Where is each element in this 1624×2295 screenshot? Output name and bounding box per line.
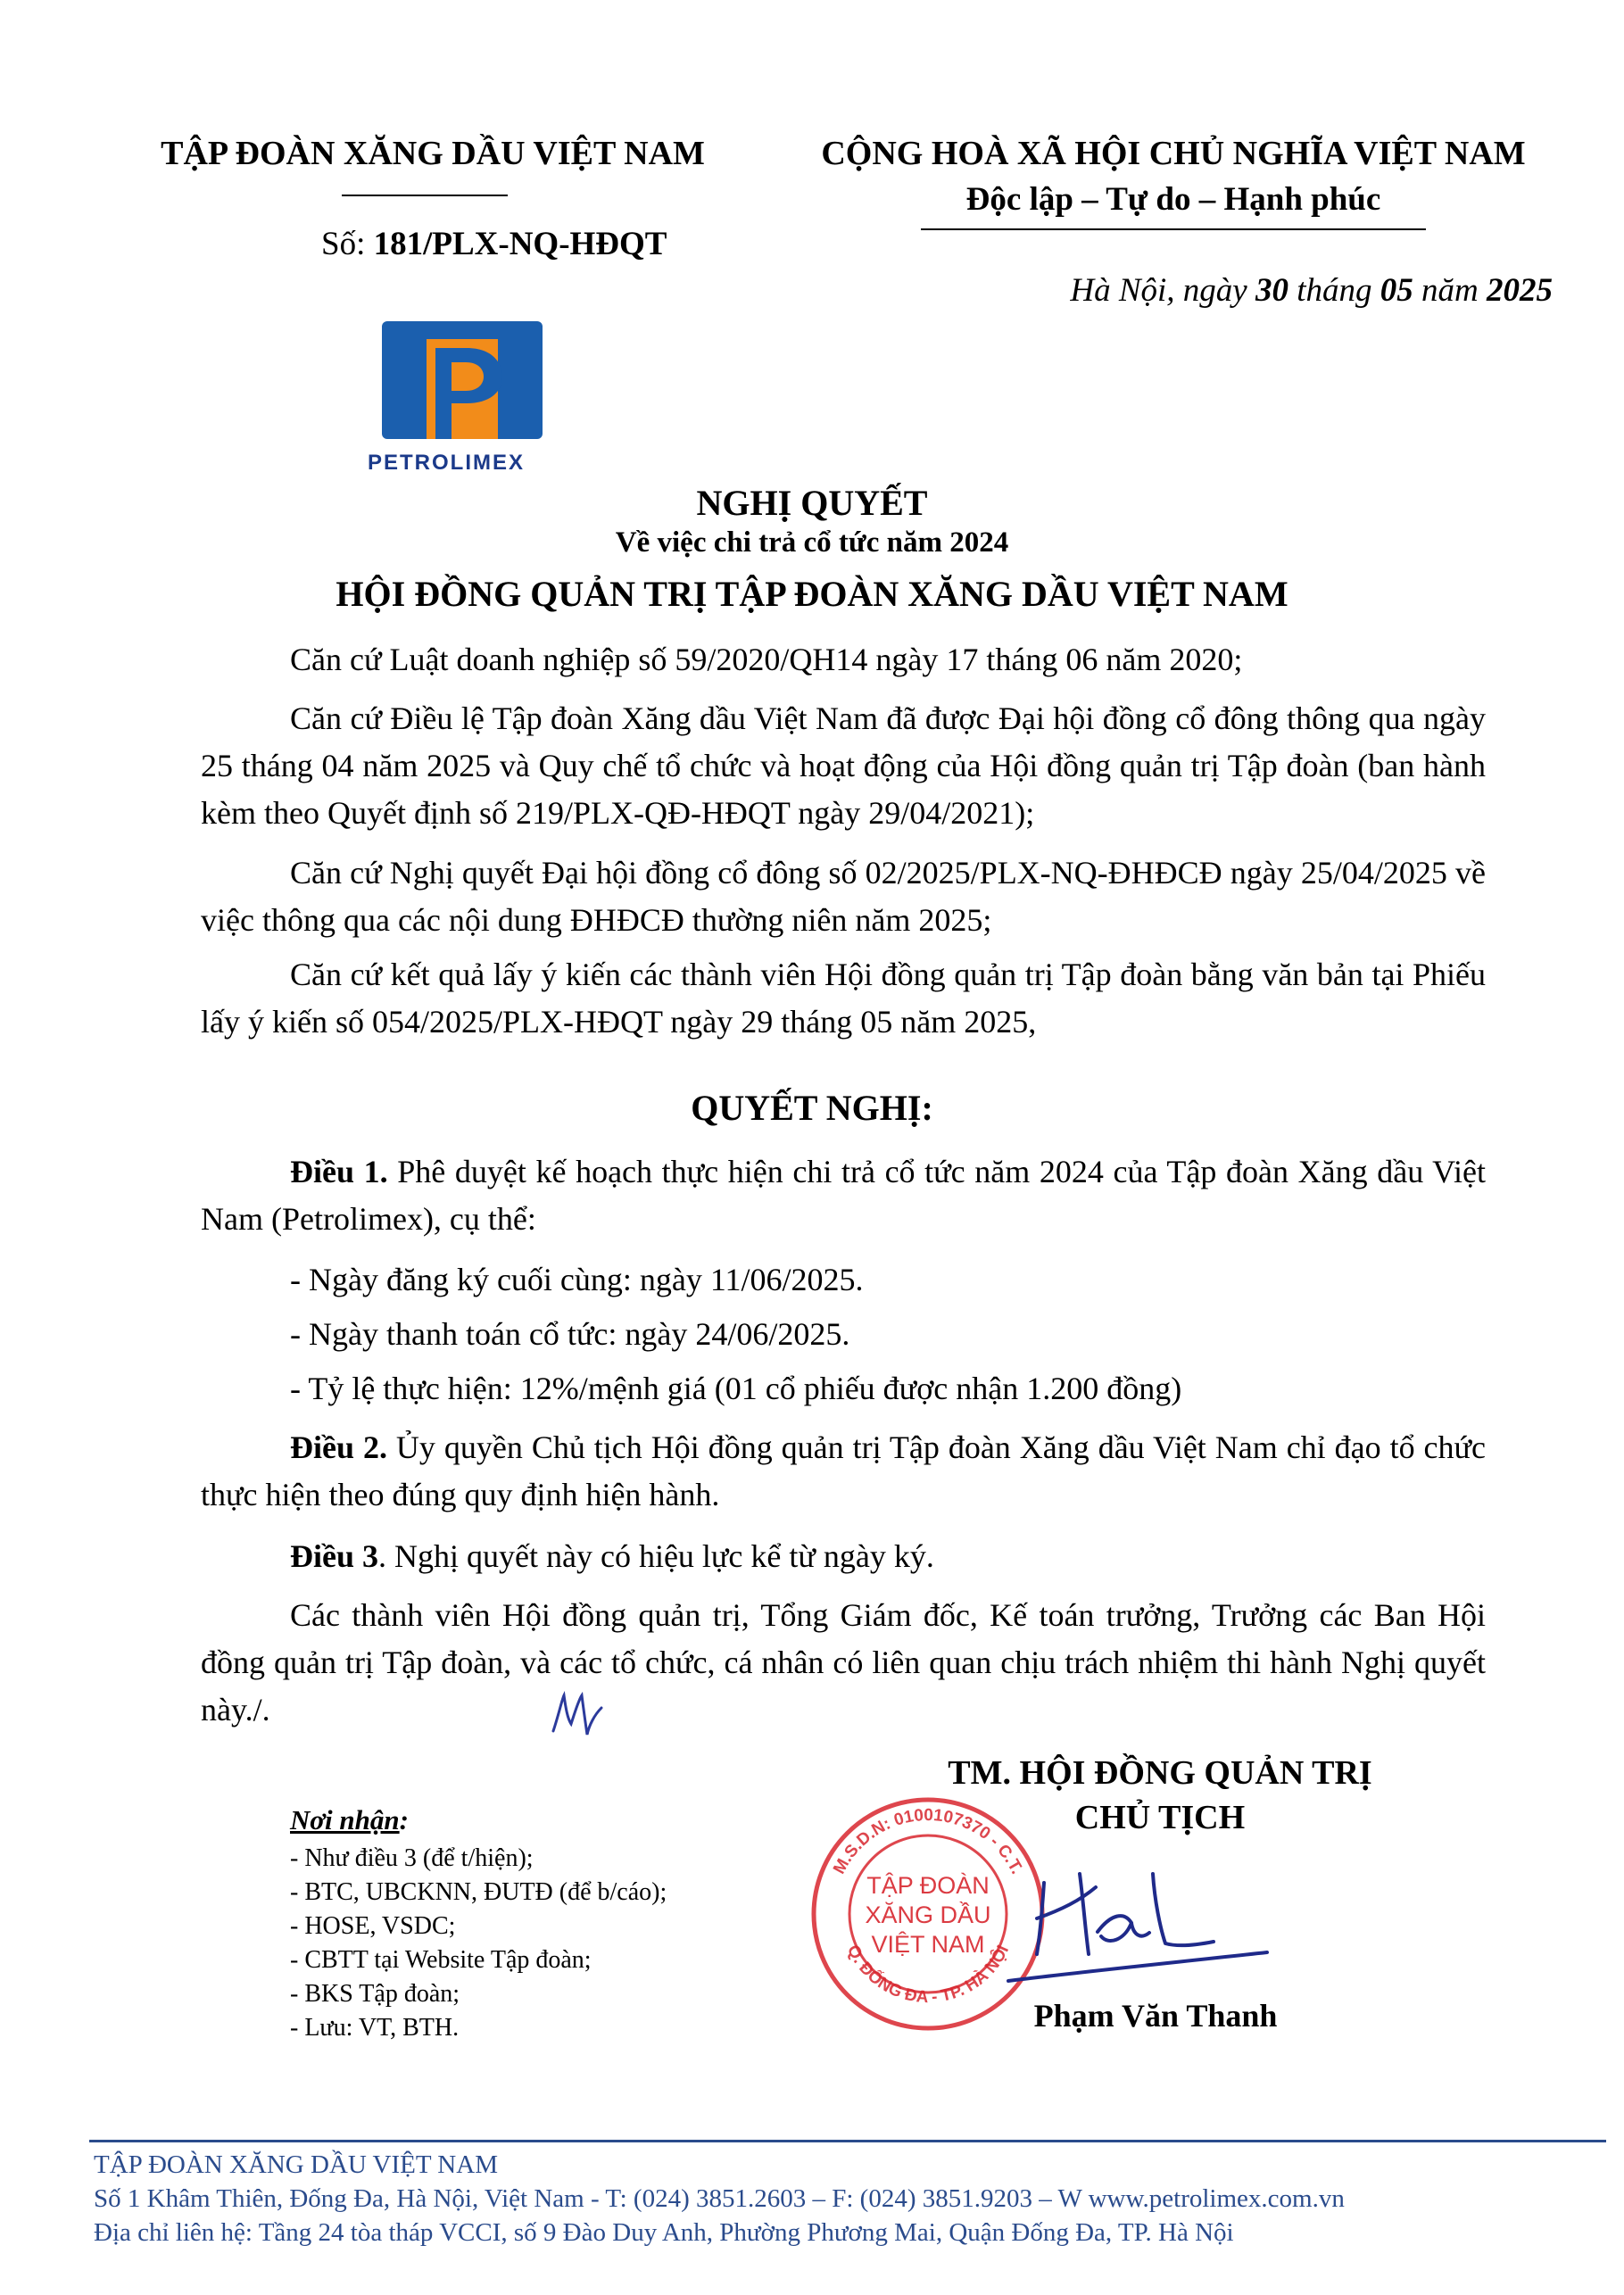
motto-underline <box>921 228 1426 230</box>
footer-divider <box>89 2140 1606 2142</box>
date-day: 30 <box>1255 272 1288 309</box>
seal-ring-top: M.S.D.N: 0100107370 - C.T. <box>830 1805 1026 1877</box>
footer-address: Số 1 Khâm Thiên, Đống Đa, Hà Nội, Việt Nam - T: (024) 3851.2603 – F: (024) 3851.9203 – W www.petrolimex.com.vn <box>94 2184 1345 2213</box>
issue-date <box>982 271 1553 310</box>
signature-position: CHỦ TỊCH <box>1074 1799 1246 1836</box>
legal-basis-3: Căn cứ Nghị quyết Đại hội đồng cổ đông số 02/2025/PLX-NQ-ĐHĐCĐ ngày 25/04/2025 về việc thông qua các nội dung ĐHĐCĐ thường niên năm 2025; <box>201 855 1486 938</box>
org-underline <box>342 195 508 196</box>
article-1 <box>201 1148 1486 1243</box>
article-3 <box>201 1533 1486 1580</box>
date-year-label: năm <box>1413 272 1487 309</box>
legal-basis-2: Căn cứ Điều lệ Tập đoàn Xăng dầu Việt Nam đã được Đại hội đồng cổ đông thông qua ngày 25 tháng 04 năm 2025 và Quy chế tổ chức và hoạt động của Hội đồng quản trị Tập đoàn (ban hành kèm theo Quyết định số 219/PLX-QĐ-HĐQT ngày 29/04/2021); <box>201 700 1486 831</box>
article-3-label: Điều 3 <box>290 1538 378 1574</box>
seal-ring-bottom: Q. ĐỐNG ĐA - TP. HÀ NỘI <box>842 1942 1014 2008</box>
seal-line-2: XĂNG DẦU <box>865 1901 991 1928</box>
country-name: CỘNG HOÀ XÃ HỘI CHỦ NGHĨA VIỆT NAM <box>821 135 1526 172</box>
recipient-item: - HOSE, VSDC; <box>290 1912 456 1940</box>
date-month: 05 <box>1380 272 1413 309</box>
date-place: Hà Nội, ngày <box>1070 272 1255 309</box>
recipient-item: - CBTT tại Website Tập đoàn; <box>290 1946 592 1974</box>
recipient-item: - BTC, UBCKNN, ĐUTĐ (để b/cáo); <box>290 1878 667 1906</box>
logo-wordmark: PETROLIMEX <box>367 451 525 475</box>
document-number-value: 181/PLX-NQ-HĐQT <box>373 226 667 262</box>
document-title: NGHỊ QUYẾT <box>696 483 928 523</box>
date-year: 2025 <box>1487 272 1553 309</box>
article-1-label: Điều 1. <box>290 1154 388 1189</box>
recipient-item: - Lưu: VT, BTH. <box>290 2014 460 2042</box>
bullet-payment-date: - Ngày thanh toán cổ tức: ngày 24/06/2025. <box>290 1316 850 1352</box>
recipients-title-text: Nơi nhận <box>290 1804 400 1835</box>
seal-line-3: VIỆT NAM <box>871 1931 985 1958</box>
closing-paragraph: Các thành viên Hội đồng quản trị, Tổng Giám đốc, Kế toán trưởng, Trưởng các Ban Hội đồng quản trị Tập đoàn, và các tổ chức, cá nhân có liên quan chịu trách nhiệm thi hành Nghị quyết này./. <box>201 1597 1486 1727</box>
footer-contact: Địa chỉ liên hệ: Tầng 24 tòa tháp VCCI, số 9 Đào Duy Anh, Phường Phương Mai, Quận Đống Đa, TP. Hà Nội <box>94 2218 1234 2247</box>
legal-basis-1: Căn cứ Luật doanh nghiệp số 59/2020/QH14 ngày 17 tháng 06 năm 2020; <box>290 642 1243 677</box>
initials-signature <box>546 1688 609 1742</box>
article-3-text: . Nghị quyết này có hiệu lực kể từ ngày ký. <box>378 1538 934 1574</box>
article-2 <box>201 1424 1486 1519</box>
issuing-body: HỘI ĐỒNG QUẢN TRỊ TẬP ĐOÀN XĂNG DẦU VIỆT NAM <box>336 574 1288 614</box>
article-1-text: Phê duyệt kế hoạch thực hiện chi trả cổ tức năm 2024 của Tập đoàn Xăng dầu Việt Nam (Petrolimex), cụ thể: <box>201 1154 1486 1237</box>
signatory-name: Phạm Văn Thanh <box>1033 1998 1278 2034</box>
decision-heading: QUYẾT NGHỊ: <box>691 1088 933 1128</box>
recipients-title-colon: : <box>399 1804 409 1835</box>
seal-line-1: TẬP ĐOÀN <box>866 1872 990 1899</box>
recipient-item: - Như điều 3 (để t/hiện); <box>290 1844 534 1872</box>
organization-name: TẬP ĐOÀN XĂNG DẦU VIỆT NAM <box>161 135 705 172</box>
bullet-record-date: - Ngày đăng ký cuối cùng: ngày 11/06/2025. <box>290 1262 864 1297</box>
footer-org: TẬP ĐOÀN XĂNG DẦU VIỆT NAM <box>94 2150 498 2179</box>
document-number-label: Số: <box>321 226 374 262</box>
date-month-label: tháng <box>1288 272 1380 309</box>
document-number <box>321 225 667 263</box>
article-2-label: Điều 2. <box>290 1429 387 1465</box>
document-subject: Về việc chi trả cổ tức năm 2024 <box>615 526 1009 559</box>
legal-basis-4: Căn cứ kết quả lấy ý kiến các thành viên Hội đồng quản trị Tập đoàn bằng văn bản tại Phiếu lấy ý kiến số 054/2025/PLX-HĐQT ngày 29 tháng 05 năm 2025, <box>201 957 1486 1040</box>
bullet-payout-ratio: - Tỷ lệ thực hiện: 12%/mệnh giá (01 cổ phiếu được nhận 1.200 đồng) <box>290 1371 1182 1406</box>
recipient-item: - BKS Tập đoàn; <box>290 1980 460 2008</box>
handwritten-signature <box>990 1847 1285 1999</box>
recipients-title <box>290 1804 409 1836</box>
article-2-text: Ủy quyền Chủ tịch Hội đồng quản trị Tập đoàn Xăng dầu Việt Nam chỉ đạo tổ chức thực hiện theo đúng quy định hiện hành. <box>201 1429 1486 1512</box>
petrolimex-logo-icon <box>382 321 543 439</box>
national-motto: Độc lập – Tự do – Hạnh phúc <box>965 181 1381 218</box>
signature-on-behalf: TM. HỘI ĐỒNG QUẢN TRỊ <box>948 1754 1372 1792</box>
